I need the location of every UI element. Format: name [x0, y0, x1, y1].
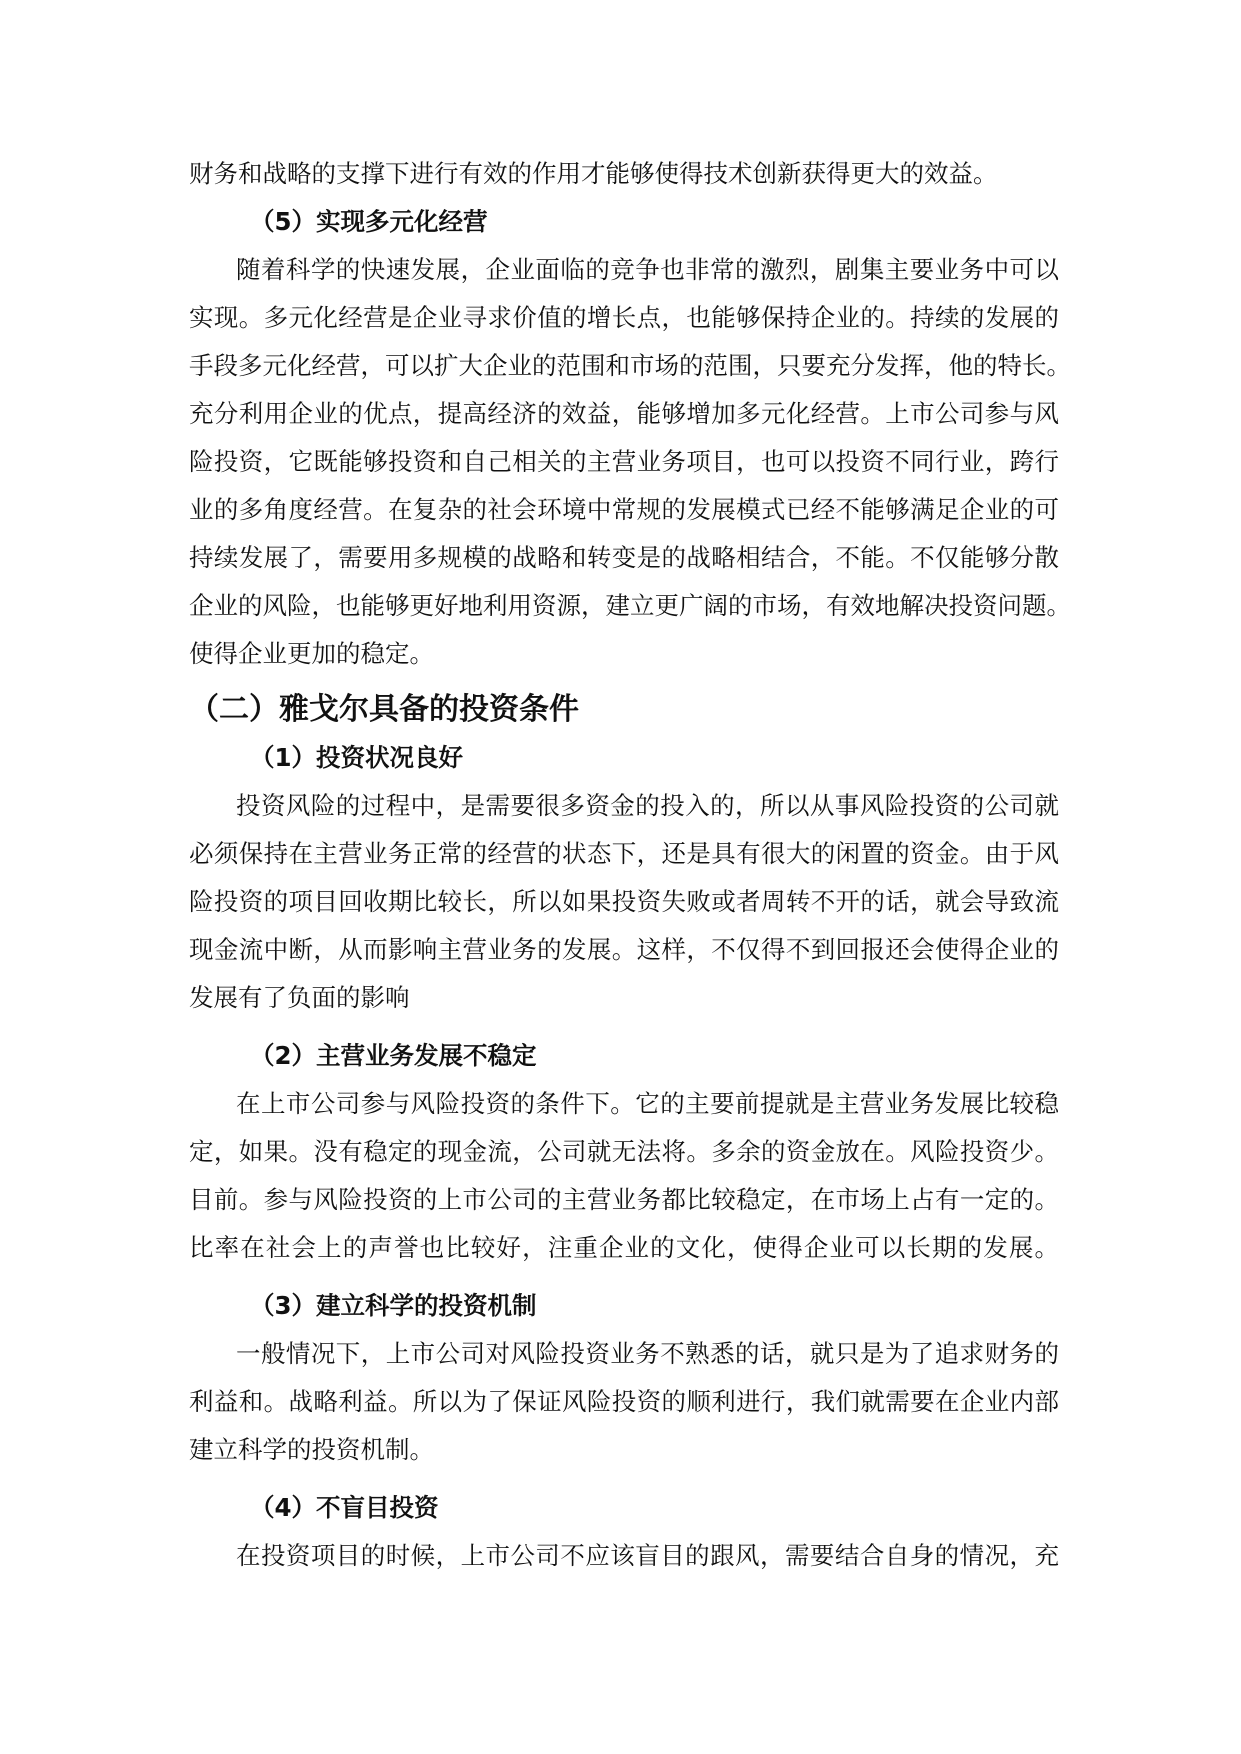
- paragraph-line: 实现。多元化经营是企业寻求价值的增长点，也能够保持企业的。持续的发展的: [189, 303, 1059, 332]
- paragraph-line: 一般情况下，上市公司对风险投资业务不熟悉的话，就只是为了追求财务的: [236, 1339, 1059, 1368]
- paragraph-line: 定，如果。没有稳定的现金流，公司就无法将。多余的资金放在。风险投资少。: [189, 1137, 1059, 1166]
- subheading-no-blind-investment: （4）不盲目投资: [250, 1493, 439, 1522]
- paragraph-line: 发展有了负面的影响: [189, 983, 410, 1012]
- subheading-scientific-investment-mechanism: （3）建立科学的投资机制: [250, 1291, 537, 1320]
- paragraph-line: 投资风险的过程中，是需要很多资金的投入的，所以从事风险投资的公司就: [236, 791, 1059, 820]
- paragraph-line: 随着科学的快速发展，企业面临的竞争也非常的激烈，剧集主要业务中可以: [236, 255, 1059, 284]
- paragraph-line: 企业的风险，也能够更好地利用资源，建立更广阔的市场，有效地解决投资问题。: [189, 591, 1071, 620]
- subheading-good-investment-status: （1）投资状况良好: [250, 743, 464, 772]
- paragraph-line: 现金流中断，从而影响主营业务的发展。这样，不仅得不到回报还会使得企业的: [189, 935, 1059, 964]
- paragraph-line: 建立科学的投资机制。: [189, 1435, 434, 1464]
- paragraph-line: 使得企业更加的稳定。: [189, 639, 434, 668]
- section-heading-investment-conditions: （二）雅戈尔具备的投资条件: [189, 692, 579, 727]
- paragraph-line: 目前。参与风险投资的上市公司的主营业务都比较稳定，在市场上占有一定的。: [189, 1185, 1059, 1214]
- paragraph-line: 财务和战略的支撑下进行有效的作用才能够使得技术创新获得更大的效益。: [189, 159, 998, 188]
- paragraph-line: 在投资项目的时候，上市公司不应该盲目的跟风，需要结合自身的情况，充: [236, 1541, 1059, 1570]
- paragraph-line: 险投资，它既能够投资和自己相关的主营业务项目，也可以投资不同行业，跨行: [189, 447, 1059, 476]
- paragraph-line: 手段多元化经营，可以扩大企业的范围和市场的范围，只要充分发挥，他的特长。: [189, 351, 1071, 380]
- paragraph-line: 业的多角度经营。在复杂的社会环境中常规的发展模式已经不能够满足企业的可: [189, 495, 1059, 524]
- paragraph-line: 持续发展了，需要用多规模的战略和转变是的战略相结合，不能。不仅能够分散: [189, 543, 1059, 572]
- paragraph-line: 比率在社会上的声誉也比较好，注重企业的文化，使得企业可以长期的发展。: [189, 1233, 1059, 1262]
- subheading-diversified-operation: （5）实现多元化经营: [250, 207, 488, 236]
- subheading-main-business-unstable: （2）主营业务发展不稳定: [250, 1041, 537, 1070]
- paragraph-line: 在上市公司参与风险投资的条件下。它的主要前提就是主营业务发展比较稳: [236, 1089, 1059, 1118]
- paragraph-line: 利益和。战略利益。所以为了保证风险投资的顺利进行，我们就需要在企业内部: [189, 1387, 1059, 1416]
- paragraph-line: 充分利用企业的优点，提高经济的效益，能够增加多元化经营。上市公司参与风: [189, 399, 1059, 428]
- paragraph-line: 必须保持在主营业务正常的经营的状态下，还是具有很大的闲置的资金。由于风: [189, 839, 1059, 868]
- paragraph-line: 险投资的项目回收期比较长，所以如果投资失败或者周转不开的话，就会导致流: [189, 887, 1059, 916]
